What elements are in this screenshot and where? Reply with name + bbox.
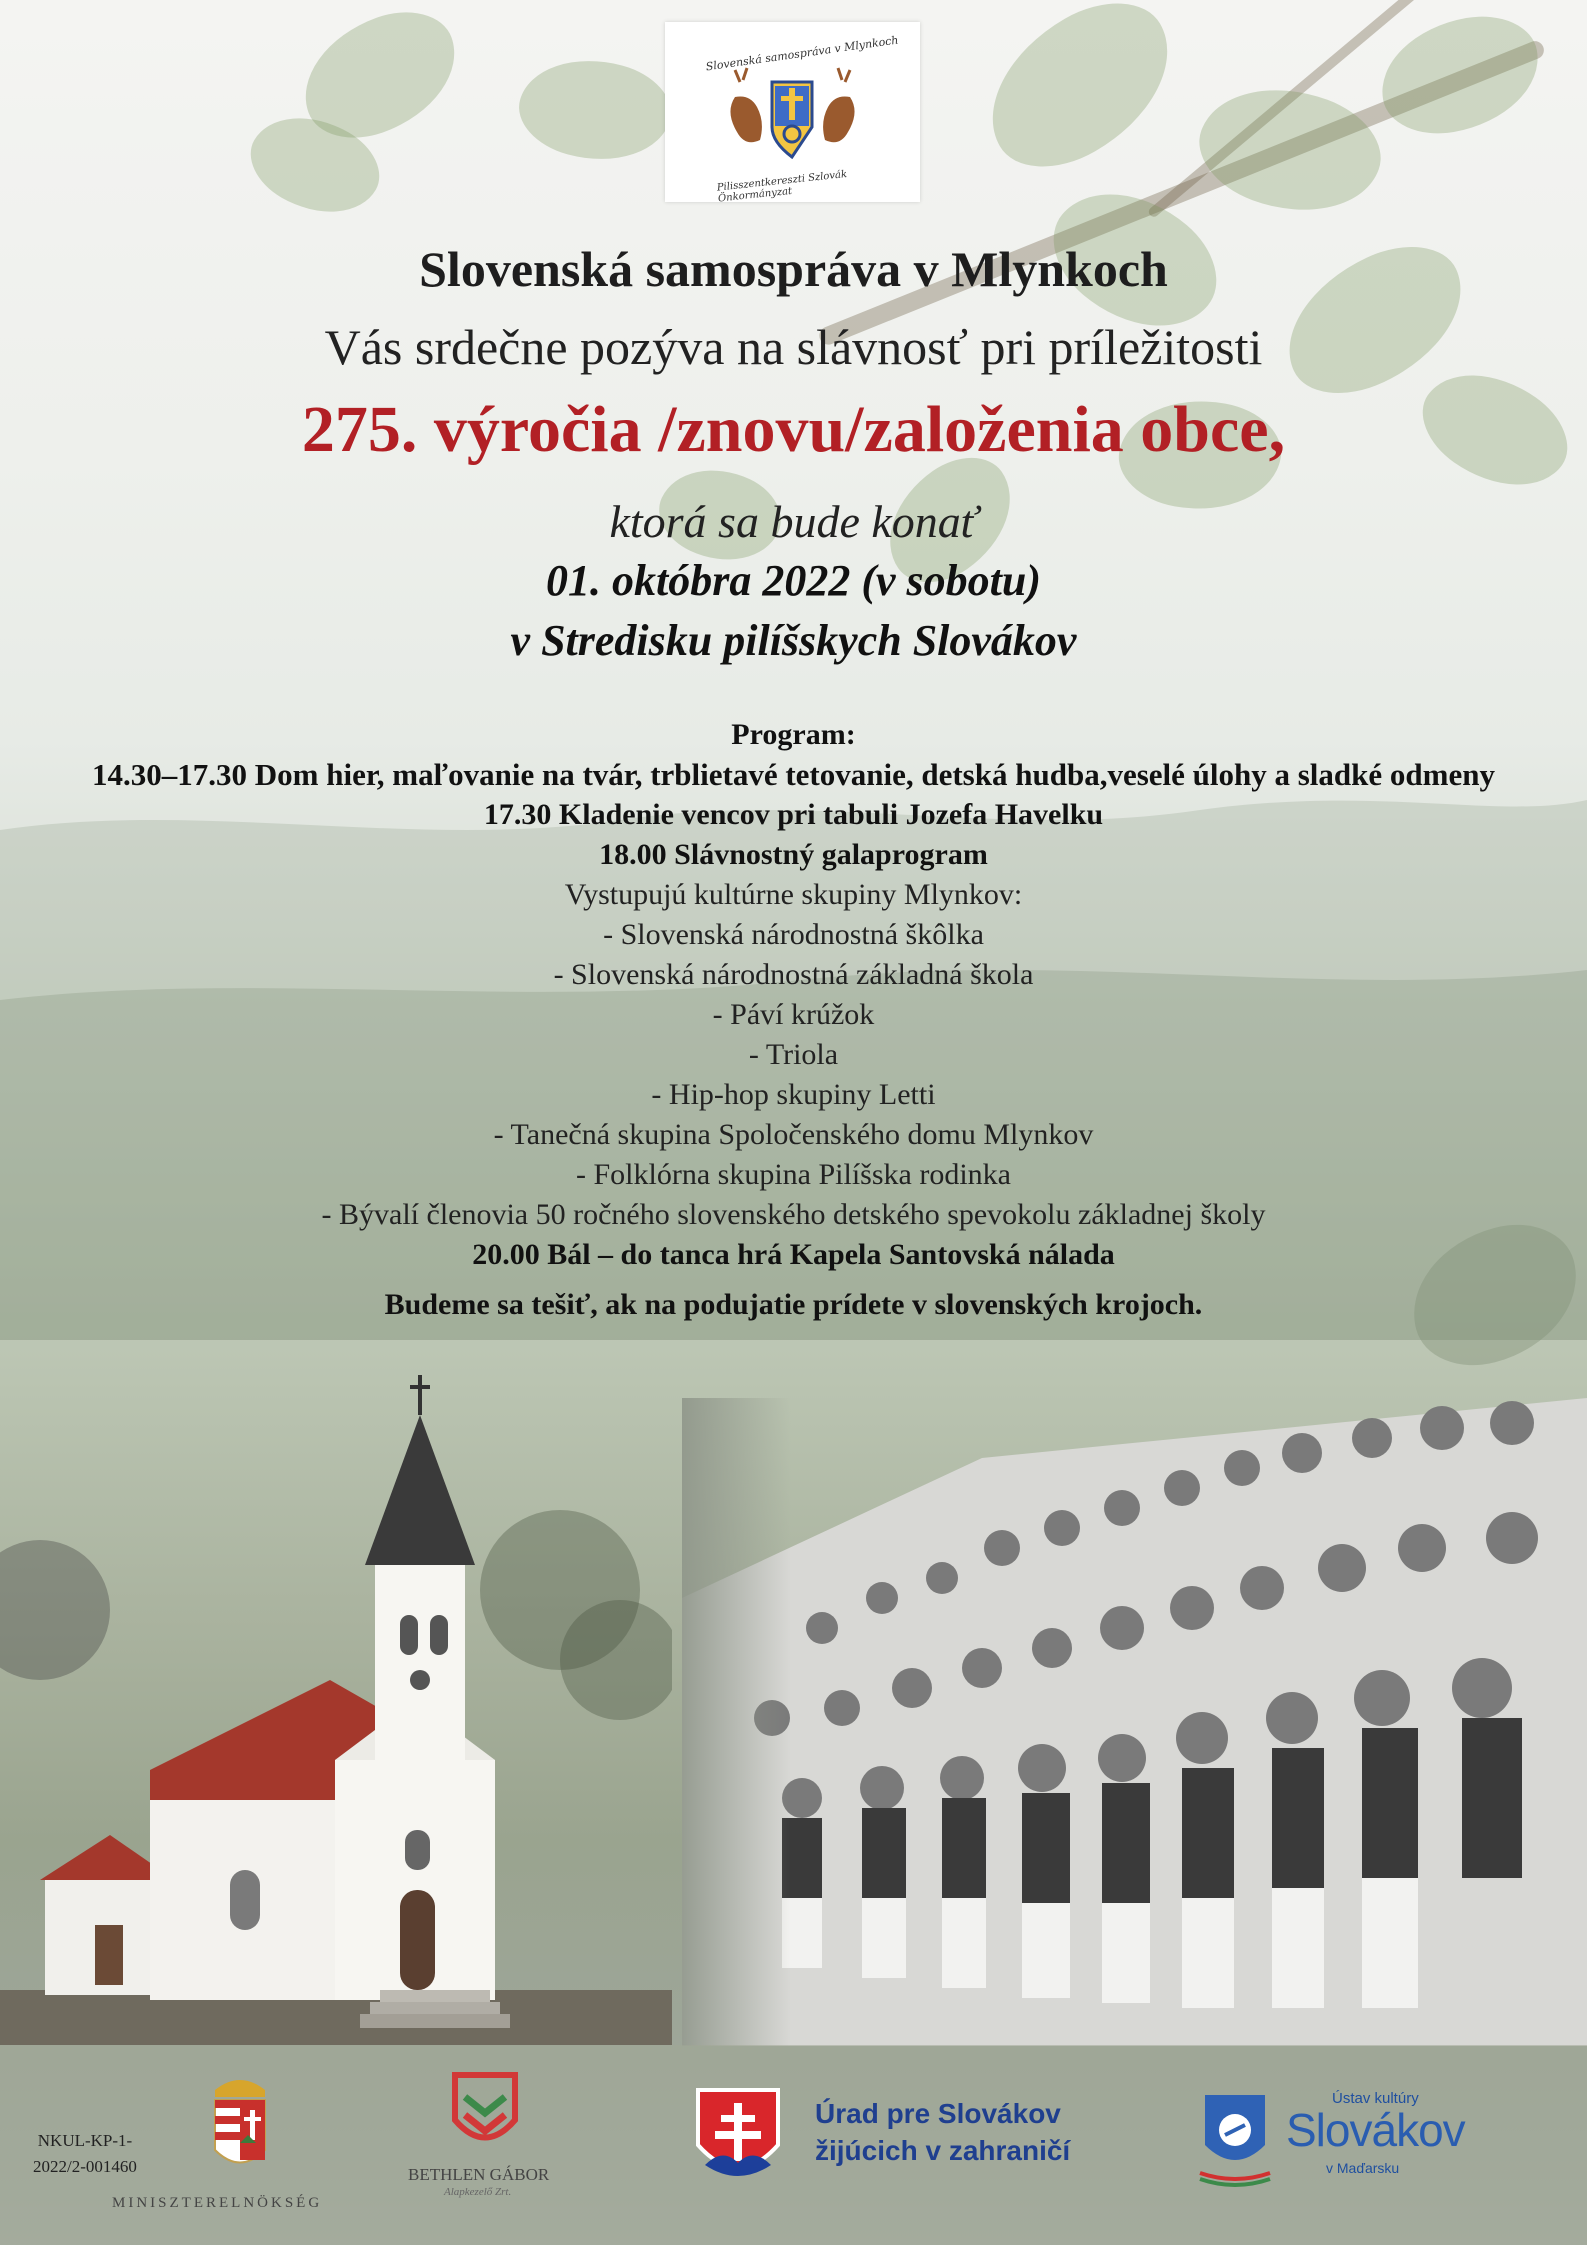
performer-item: - Triola: [748, 1038, 839, 1071]
hungarian-coat-of-arms-icon: [200, 2065, 280, 2185]
ustav-label-line-3: v Maďarsku: [1326, 2160, 1400, 2176]
performer-item: - Folklórna skupina Pilíšska rodinka: [576, 1158, 1011, 1191]
grant-code: [30, 2128, 140, 2180]
performer-item: - Slovenská národnostná škôlka: [603, 918, 984, 951]
ustav-label-line-2: Slovákov: [1286, 2104, 1465, 2156]
performer-item: - Hip-hop skupiny Letti: [651, 1078, 936, 1111]
urad-label-line-2: žijúcich v zahraničí: [815, 2135, 1071, 2166]
performer-item: - Tanečná skupina Spoločenského domu Mlynkov: [493, 1118, 1094, 1151]
church-photo: [0, 1330, 672, 2045]
event-place: v Stredisku pilíšskych Slovákov: [510, 616, 1077, 665]
ustav-label-line-1: Ústav kultúry: [1332, 2090, 1419, 2107]
anniversary-title: 275. výročia /znovu/založenia obce,: [301, 393, 1286, 466]
event-date: 01. októbra 2022 (v sobotu): [546, 556, 1041, 605]
program-line-2: 17.30 Kladenie vencov pri tabuli Jozefa Havelku: [483, 798, 1104, 831]
closing-note: Budeme sa tešiť, ak na podujatie prídete v slovenských krojoch.: [384, 1288, 1203, 1321]
choir-photo: [682, 1398, 1587, 2046]
program-ball: 20.00 Bál – do tanca hrá Kapela Santovská nálada: [472, 1238, 1115, 1271]
held-text: ktorá sa bude konať: [609, 496, 978, 547]
performers-intro: Vystupujú kultúrne skupiny Mlynkov:: [564, 878, 1023, 911]
bethlen-gabor-sublabel: Alapkezelő Zrt.: [444, 2186, 512, 2198]
ministry-label: MINISZTERELNÖKSÉG: [112, 2195, 323, 2211]
slovak-coat-of-arms-icon: [693, 2085, 783, 2195]
performer-item: - Bývalí členovia 50 ročného slovenského detského spevokolu základnej školy: [321, 1198, 1266, 1231]
program-title: Program:: [731, 718, 856, 751]
performer-item: - Slovenská národnostná základná škola: [553, 958, 1034, 991]
ustav-kultury-logo-icon: [1195, 2085, 1275, 2195]
organizer-title: Slovenská samospráva v Mlynkoch: [419, 241, 1168, 297]
logo-bottom-text: Pilisszentkereszti Szlovák Önkormányzat: [716, 169, 848, 205]
urad-label-line-1: Úrad pre Slovákov: [815, 2098, 1061, 2129]
performer-item: - Páví krúžok: [712, 998, 875, 1031]
program-line-1: 14.30–17.30 Dom hier, maľovanie na tvár, trblietavé tetovanie, detská hudba,veselé úlohy a sladké odmeny: [92, 757, 1495, 792]
grant-code-line-2: 2022/2-001460: [33, 2157, 137, 2176]
bethlen-gabor-logo-icon: [445, 2065, 525, 2165]
logo-top-text: Slovenská samospráva v Mlynkoch: [705, 33, 900, 74]
program-line-3: 18.00 Slávnostný galaprogram: [599, 838, 988, 871]
grant-code-line-1: NKUL-KP-1-: [37, 2131, 133, 2150]
program-list: [0, 715, 1587, 1275]
invitation-line: Vás srdečne pozýva na slávnosť pri príležitosti: [324, 319, 1263, 375]
municipal-logo: [665, 22, 920, 205]
bethlen-gabor-label: BETHLEN GÁBOR: [408, 2165, 550, 2184]
